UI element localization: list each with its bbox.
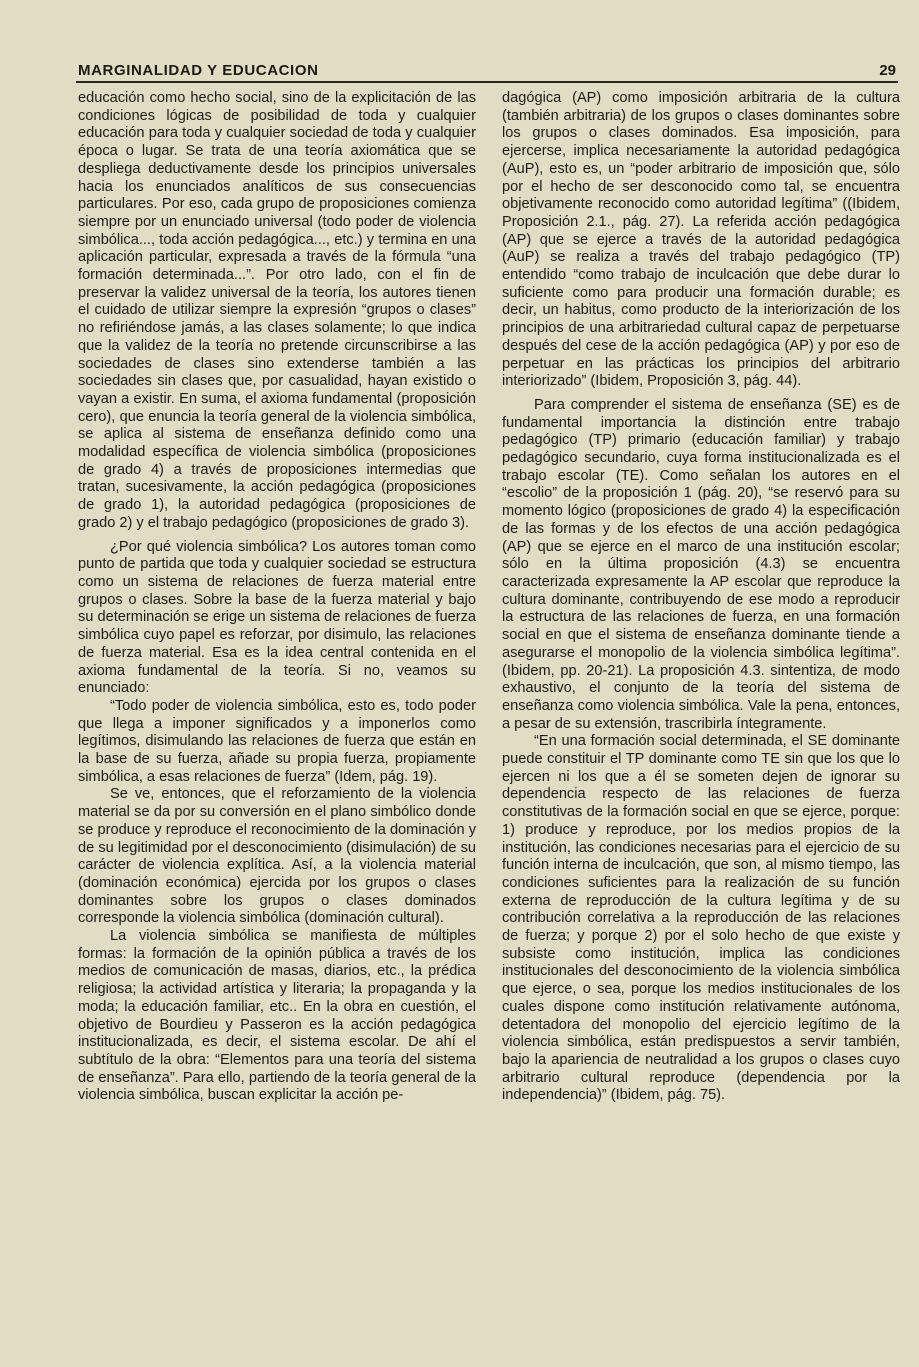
paragraph: La violencia simbólica se manifiesta de múltiples formas: la formación de la opinión pública a través de los medios de comunicación de masas, diarios, etc., la prédica religiosa; la actividad artística y literaria; la propaganda y la moda; la educación familiar, etc.. En la obra en cuestión, el objetivo de Bourdieu y Passeron es la acción pedagógica institucionalizada, es decir, el sistema escolar. De ahí el subtítulo de la obra: “Elementos para una teoría del sistema de enseñanza”. Para ello, partiendo de la teoría general de la violencia simbólica, buscan explicitar la acción pe-	[78, 928, 476, 1104]
block-quote: “Todo poder de violencia simbólica, esto es, todo poder que llega a imponer significados y a imponerlos como legítimos, disimulando las relaciones de fuerza que están en la base de su fuerza, añade su propia fuerza, propiamente simbólica, a esas relaciones de fuerza” (Idem, pág. 19).	[78, 697, 476, 785]
paragraph: ¿Por qué violencia simbólica? Los autores toman como punto de partida que toda y cualquier sociedad se estructura como un sistema de relaciones de fuerza material entre grupos o clases. Sobre la base de la fuerza material y bajo su determinación se erige un sistema de relaciones de fuerza simbólica cuyo papel es reforzar, por disimulo, las relaciones de fuerza material. Esa es la idea central contenida en el axioma fundamental de la teoría. Si no, veamos su enunciado:	[78, 538, 476, 697]
running-title: MARGINALIDAD Y EDUCACION	[78, 62, 319, 79]
block-quote: “En una formación social determinada, el SE dominante puede constituir el TP dominante como TE sin que los que lo ejercen ni los que a él se someten dejen de ignorar su dependencia respecto de las relaciones de fuerza constitutivas de la formación social en que se ejerce, porque: 1) produce y reproduce, por los medios propios de la institución, las condiciones necesarias para el ejercicio de su función interna de inculcación, que son, al mismo tiempo, las condiciones suficientes para la realización de su función externa de reproducción de la cultura legítima y de su contribución correlativa a la reproducción de las relaciones de fuerza; y porque 2) por el solo hecho de que existe y subsiste como institución, implica las condiciones institucionales del desconocimiento de la violencia simbólica que ejerce, o sea, porque los medios institucionales de los cuales dispone como institución relativamente autónoma, detentadora del monopolio del ejercicio legítimo de la violencia simbólica, están predispuestos a servir también, bajo la apariencia de neutralidad a los grupos o clases cuyo arbitrario cultural reproduce (dependencia por la independencia)” (Ibidem, pág. 75).	[502, 733, 900, 1104]
left-column	[78, 90, 476, 1105]
page-number: 29	[879, 62, 896, 79]
paragraph: Para comprender el sistema de enseñanza (SE) es de fundamental importancia la distinción entre trabajo pedagógico (TP) primario (educación familiar) y trabajo pedagógico secundario, cuya forma institucionalizada es el trabajo escolar (TE). Como señalan los autores en el “escolio” de la proposición 1 (pág. 20), “se reservó para su momento lógico (proposiciones de grado 4) la especificación de las formas y de los efectos de una acción pedagógica (AP) que se ejerce en el marco de una institución escolar; sólo en la última proposición (4.3) se encuentra caracterizada expresamente la AP escolar que reproduce la cultura dominante, contribuyendo de ese modo a reproducir la estructura de las relaciones de fuerza, en una formación social en que el sistema de enseñanza dominante tiende a asegurarse el monopolio de la violencia simbólica legítima”. (Ibidem, pp. 20-21). La proposición 4.3. sintentiza, de modo exhaustivo, el conjunto de la teoría del sistema de enseñanza como violencia simbólica. Vale la pena, entonces, a pesar de su extensión, trascribirla íntegramente.	[502, 396, 900, 732]
paragraph: educación como hecho social, sino de la explicitación de las condiciones lógicas de posibilidad de toda y cualquier educación para toda y cualquier sociedad de toda y cualquier época o lugar. Se trata de una teoría axiomática que se despliega deductivamente desde los principios universales hacia los enunciados analíticos de sus consecuencias particulares. Por eso, cada grupo de proposiciones comienza siempre por un enunciado universal (todo poder de violencia simbólica..., toda acción pedagógica..., etc.) y termina en una aplicación particular, expresada a través de la fórmula “una formación determinada...”. Por otro lado, con el fin de preservar la validez universal de la teoría, los autores tienen el cuidado de utilizar siempre la expresión “grupos o clases” no refiriéndose jamás, a las clases solamente; lo que indica que la validez de la teoría no pretende circunscribirse a las sociedades de clases sino extenderse también a las sociedades sin clases que, por casualidad, hayan existido o vayan a existir. En suma, el axioma fundamental (proposición cero), que enuncia la teoría general de la violencia simbólica, se aplica al sistema de enseñanza definido como una modalidad específica de violencia simbólica (proposiciones de grado 4) a través de proposiciones intermedias que tratan, sucesivamente, la acción pedagógica (proposiciones de grado 1), la autoridad pedagógica (proposiciones de grado 2) y el trabajo pedagógico (proposiciones de grado 3).	[78, 90, 476, 531]
paragraph: Se ve, entonces, que el reforzamiento de la violencia material se da por su conversión en el plano simbólico donde se produce y reproduce el reconocimiento de la dominación y de su legitimidad por el desconocimiento (disimulación) de su carácter de violencia explítica. Así, a la violencia material (dominación económica) ejercida por los grupos o clases dominantes sobre los grupos o clases dominados corresponde la violencia simbólica (dominación cultural).	[78, 786, 476, 927]
page-header	[76, 62, 898, 82]
header-rule	[76, 81, 898, 83]
right-column	[502, 90, 900, 1105]
paragraph: dagógica (AP) como imposición arbitraria de la cultura (también arbitraria) de los grupos o clases dominantes sobre los grupos o clases dominados. Esa imposición, para ejercerse, implica necesariamente la autoridad pedagógica (AuP), esto es, un “poder arbitrario de imposición que, sólo por el hecho de ser desconocido como tal, se encuentra objetivamente reconocido como autoridad legítima” ((Ibidem, Proposición 2.1., pág. 27). La referida acción pedagógica (AP) que se ejerce a través de la autoridad pedagógica (AuP) se realiza a través del trabajo pedagógico (TP) entendido “como trabajo de inculcación que debe durar lo suficiente como para producir una formación durable; es decir, un habitus, como producto de la interiorización de los principios de una arbitrariedad cultural capaz de perpetuarse después del cese de la acción pedagógica (AP) y por eso de perpetuar en las prácticas los principios del arbitrario interiorizado” (Ibidem, Proposición 3, pág. 44).	[502, 90, 900, 390]
